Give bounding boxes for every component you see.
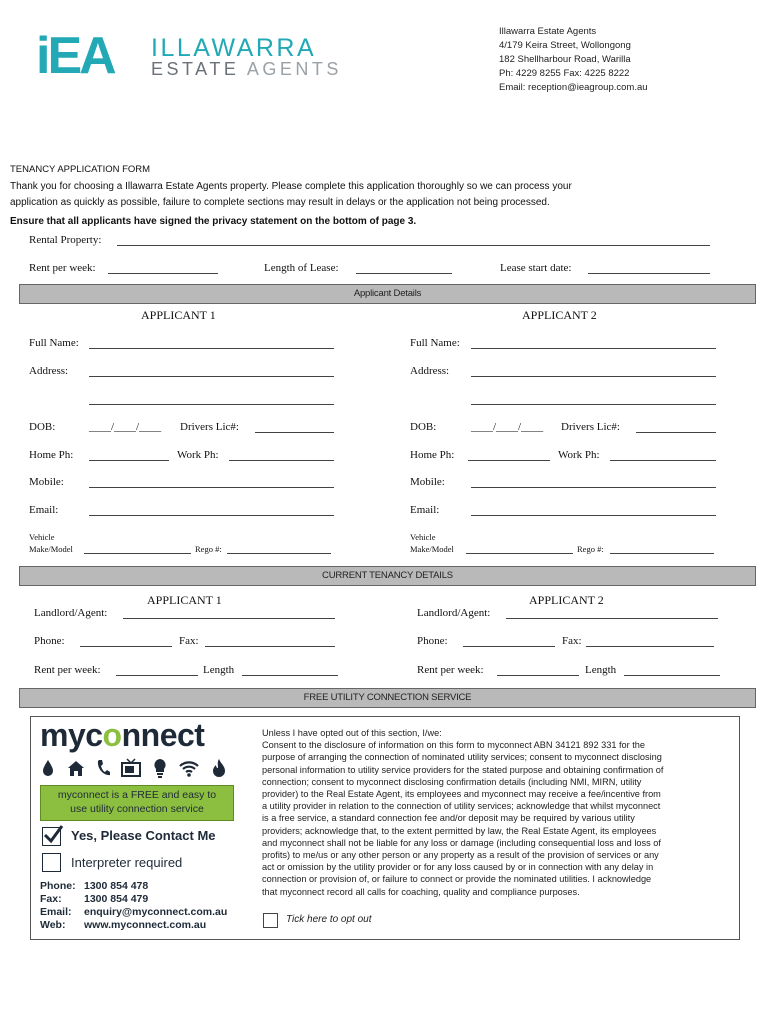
ct-a2-phone-label: Phone:	[417, 635, 448, 647]
a1-email-field[interactable]	[89, 515, 334, 516]
a1-home-ph-label: Home Ph:	[29, 449, 74, 461]
a2-dob-field[interactable]: ____/____/____	[471, 421, 544, 433]
fax-value: 1300 854 479	[84, 893, 149, 905]
a2-mobile-label: Mobile:	[410, 476, 445, 488]
address-line: Email: reception@ieagroup.com.au	[499, 82, 648, 93]
address-line: 182 Shellharbour Road, Warilla	[499, 54, 631, 65]
ct-a2-rent-label: Rent per week:	[417, 664, 484, 676]
ct-a1-length-field[interactable]	[242, 675, 338, 676]
ct-a1-phone-field[interactable]	[80, 646, 172, 647]
ct-a1-rent-field[interactable]	[116, 675, 198, 676]
consent-line: profits) to me/us or any other person or any property as a result of the provision of services or any	[262, 850, 659, 861]
phone-label: Phone:	[40, 880, 76, 892]
a2-work-ph-label: Work Ph:	[558, 449, 600, 461]
ct-a2-fax-label: Fax:	[562, 635, 582, 647]
privacy-notice: Ensure that all applicants have signed the privacy statement on the bottom of page 3.	[10, 216, 417, 227]
ct-a2-fax-field[interactable]	[586, 646, 714, 647]
a1-address-field-1[interactable]	[89, 376, 334, 377]
a2-rego-field[interactable]	[610, 553, 714, 554]
a2-dob-label: DOB:	[410, 421, 437, 433]
logo-word-illawarra: ILLAWARRA	[151, 34, 317, 62]
ct-a1-landlord-label: Landlord/Agent:	[34, 607, 108, 619]
a1-home-ph-field[interactable]	[89, 460, 169, 461]
gas-bulb-icon	[152, 758, 168, 778]
a2-vehicle-label: Vehicle	[410, 532, 436, 542]
a2-address-label: Address:	[410, 365, 450, 377]
interpreter-checkbox[interactable]	[42, 853, 61, 872]
ct-a1-fax-field[interactable]	[205, 646, 335, 647]
ct-a1-phone-label: Phone:	[34, 635, 65, 647]
consent-intro: Unless I have opted out of this section, I/we:	[262, 728, 442, 738]
logo-word-agents: AGENTS	[246, 59, 342, 79]
length-of-lease-field[interactable]	[356, 273, 452, 274]
flame-icon	[210, 758, 228, 778]
email-value[interactable]: enquiry@myconnect.com.au	[84, 906, 228, 918]
a1-drivers-lic-label: Drivers Lic#:	[180, 421, 239, 433]
a1-address-label: Address:	[29, 365, 69, 377]
consent-line: a utility provider in relation to the connection of utility services; acknowledge that whilst myconnect	[262, 801, 661, 812]
opt-out-label: Tick here to opt out	[286, 914, 372, 925]
myconnect-logo-suffix: nnect	[121, 717, 205, 753]
ct-a2-length-field[interactable]	[624, 675, 720, 676]
web-value[interactable]: www.myconnect.com.au	[84, 919, 207, 931]
consent-line: that myconnect record all calls for coaching, quality and compliance purposes.	[262, 886, 580, 897]
ct-a1-fax-label: Fax:	[179, 635, 199, 647]
a2-rego-label: Rego #:	[577, 544, 604, 554]
consent-line: and myconnect shall not be liable for any loss or damage (including consequential loss and loss of	[262, 837, 661, 848]
fax-label: Fax:	[40, 893, 62, 905]
ct-a1-rent-label: Rent per week:	[34, 664, 101, 676]
company-address-block	[499, 25, 648, 95]
consent-line: Consent to the disclosure of information on this form to myconnect ABN 34121 892 331 for the	[262, 740, 646, 751]
rental-property-label: Rental Property:	[29, 234, 102, 246]
a1-dob-label: DOB:	[29, 421, 56, 433]
logo-letters: iEA	[36, 27, 114, 85]
consent-line: purpose of arranging the connection of nominated utility services; consent to myconnect disclosing	[262, 752, 662, 763]
consent-line: personal information to utility service providers for the stated purpose and obtaining confirmation of	[262, 764, 664, 775]
a2-full-name-label: Full Name:	[410, 337, 460, 349]
consent-line: connection or provision of, or failure to connect or provide the nominated utilities. I acknowledge	[262, 874, 652, 885]
form-title: TENANCY APPLICATION FORM	[10, 164, 151, 175]
contact-me-label: Yes, Please Contact Me	[71, 828, 216, 843]
web-label: Web:	[40, 919, 66, 931]
ct-a2-rent-field[interactable]	[497, 675, 579, 676]
a2-full-name-field[interactable]	[471, 348, 716, 349]
a1-mobile-field[interactable]	[89, 487, 334, 488]
wifi-icon	[178, 758, 200, 778]
a1-dob-field[interactable]: ____/____/____	[89, 421, 162, 433]
a1-full-name-label: Full Name:	[29, 337, 79, 349]
contact-me-checkbox[interactable]	[42, 827, 61, 846]
a2-home-ph-field[interactable]	[468, 460, 550, 461]
consent-line: providers; acknowledge that, to the extent permitted by law, the Real Estate Agent, its employees	[262, 825, 657, 836]
a1-rego-field[interactable]	[227, 553, 331, 554]
a2-home-ph-label: Home Ph:	[410, 449, 455, 461]
ct-applicant2-heading: APPLICANT 2	[529, 593, 604, 607]
tv-icon	[120, 758, 142, 778]
logo-word-estate-agents	[151, 58, 342, 80]
a2-make-model-field[interactable]	[466, 553, 573, 554]
water-drop-icon	[40, 758, 56, 778]
phone-icon	[94, 758, 112, 778]
house-icon	[66, 758, 86, 778]
a1-address-field-2[interactable]	[89, 404, 334, 405]
a2-email-label: Email:	[410, 504, 440, 516]
utility-connection-bar	[19, 688, 756, 708]
a1-rego-label: Rego #:	[195, 544, 222, 554]
consent-line: connection; consent to myconnect disclosing confirmation details (including NMI, MIRN, utility	[262, 776, 642, 787]
a1-drivers-lic-field[interactable]	[255, 432, 334, 433]
a2-drivers-lic-field[interactable]	[636, 432, 716, 433]
current-tenancy-title: CURRENT TENANCY DETAILS	[322, 570, 453, 581]
length-of-lease-label: Length of Lease:	[264, 262, 339, 274]
myconnect-logo-prefix: myc	[40, 717, 103, 753]
rental-property-field[interactable]	[117, 245, 710, 246]
a1-make-model-label: Make/Model	[29, 544, 73, 554]
a1-work-ph-field[interactable]	[229, 460, 334, 461]
a1-make-model-field[interactable]	[84, 553, 191, 554]
interpreter-label: Interpreter required	[71, 855, 183, 870]
a1-work-ph-label: Work Ph:	[177, 449, 219, 461]
a2-make-model-label: Make/Model	[410, 544, 454, 554]
intro-paragraph-line2: application as quickly as possible, failure to complete sections may result in delays or the application not being processed.	[10, 197, 550, 208]
consent-line: act or omission by the utility provider or for any loss caused by or in connection with any delay in	[262, 862, 654, 873]
address-line: Ph: 4229 8255 Fax: 4225 8222	[499, 68, 630, 79]
a1-mobile-label: Mobile:	[29, 476, 64, 488]
myconnect-promo-box	[40, 785, 234, 821]
opt-out-checkbox[interactable]	[263, 913, 278, 928]
rent-per-week-label: Rent per week:	[29, 262, 96, 274]
a1-email-label: Email:	[29, 504, 59, 516]
ct-a2-landlord-label: Landlord/Agent:	[417, 607, 491, 619]
myconnect-logo	[40, 717, 204, 754]
lease-start-field[interactable]	[588, 273, 710, 274]
ct-applicant1-heading: APPLICANT 1	[147, 593, 222, 607]
email-label: Email:	[40, 906, 72, 918]
ct-a1-length-label: Length	[203, 664, 235, 676]
myconnect-contact-block	[40, 880, 227, 932]
consent-line: provider) to the Real Estate Agent, its employees and myconnect may receive a fee/incentive from	[262, 789, 661, 800]
consent-line: is a free service, a standard connection fee and/or deposit may be required by various utility	[262, 813, 635, 824]
ct-a2-phone-field[interactable]	[463, 646, 555, 647]
a2-address-field-2[interactable]	[471, 404, 716, 405]
a1-vehicle-label: Vehicle	[29, 532, 55, 542]
a2-address-field-1[interactable]	[471, 376, 716, 377]
promo-line-1: myconnect is a FREE and easy to	[57, 789, 217, 801]
lease-start-label: Lease start date:	[500, 262, 572, 274]
a2-email-field[interactable]	[471, 515, 716, 516]
applicant-details-title: Applicant Details	[353, 288, 422, 299]
applicant-details-bar	[19, 284, 756, 304]
myconnect-panel	[30, 716, 740, 940]
ct-a2-length-label: Length	[585, 664, 617, 676]
myconnect-logo-o: o	[102, 717, 122, 753]
address-line: Illawarra Estate Agents	[499, 26, 597, 37]
a2-mobile-field[interactable]	[471, 487, 716, 488]
intro-paragraph-line1: Thank you for choosing a Illawarra Estate Agents property. Please complete this application thoroughly so we can process your	[10, 181, 572, 192]
address-line: 4/179 Keira Street, Wollongong	[499, 40, 631, 51]
applicant1-heading: APPLICANT 1	[141, 308, 216, 322]
ct-a1-landlord-field[interactable]	[123, 618, 335, 619]
utility-connection-title: FREE UTILITY CONNECTION SERVICE	[303, 692, 472, 703]
a2-work-ph-field[interactable]	[610, 460, 716, 461]
logo-word-estate: ESTATE	[151, 59, 240, 79]
a2-drivers-lic-label: Drivers Lic#:	[561, 421, 620, 433]
phone-value: 1300 854 478	[84, 880, 149, 892]
utility-icons-row	[40, 758, 240, 780]
current-tenancy-bar	[19, 566, 756, 586]
a1-full-name-field[interactable]	[89, 348, 334, 349]
checkmark-icon	[42, 823, 64, 845]
rent-per-week-field[interactable]	[108, 273, 218, 274]
applicant2-heading: APPLICANT 2	[522, 308, 597, 322]
ct-a2-landlord-field[interactable]	[506, 618, 718, 619]
promo-line-2: use utility connection service	[70, 803, 204, 815]
consent-text-block	[262, 727, 732, 898]
